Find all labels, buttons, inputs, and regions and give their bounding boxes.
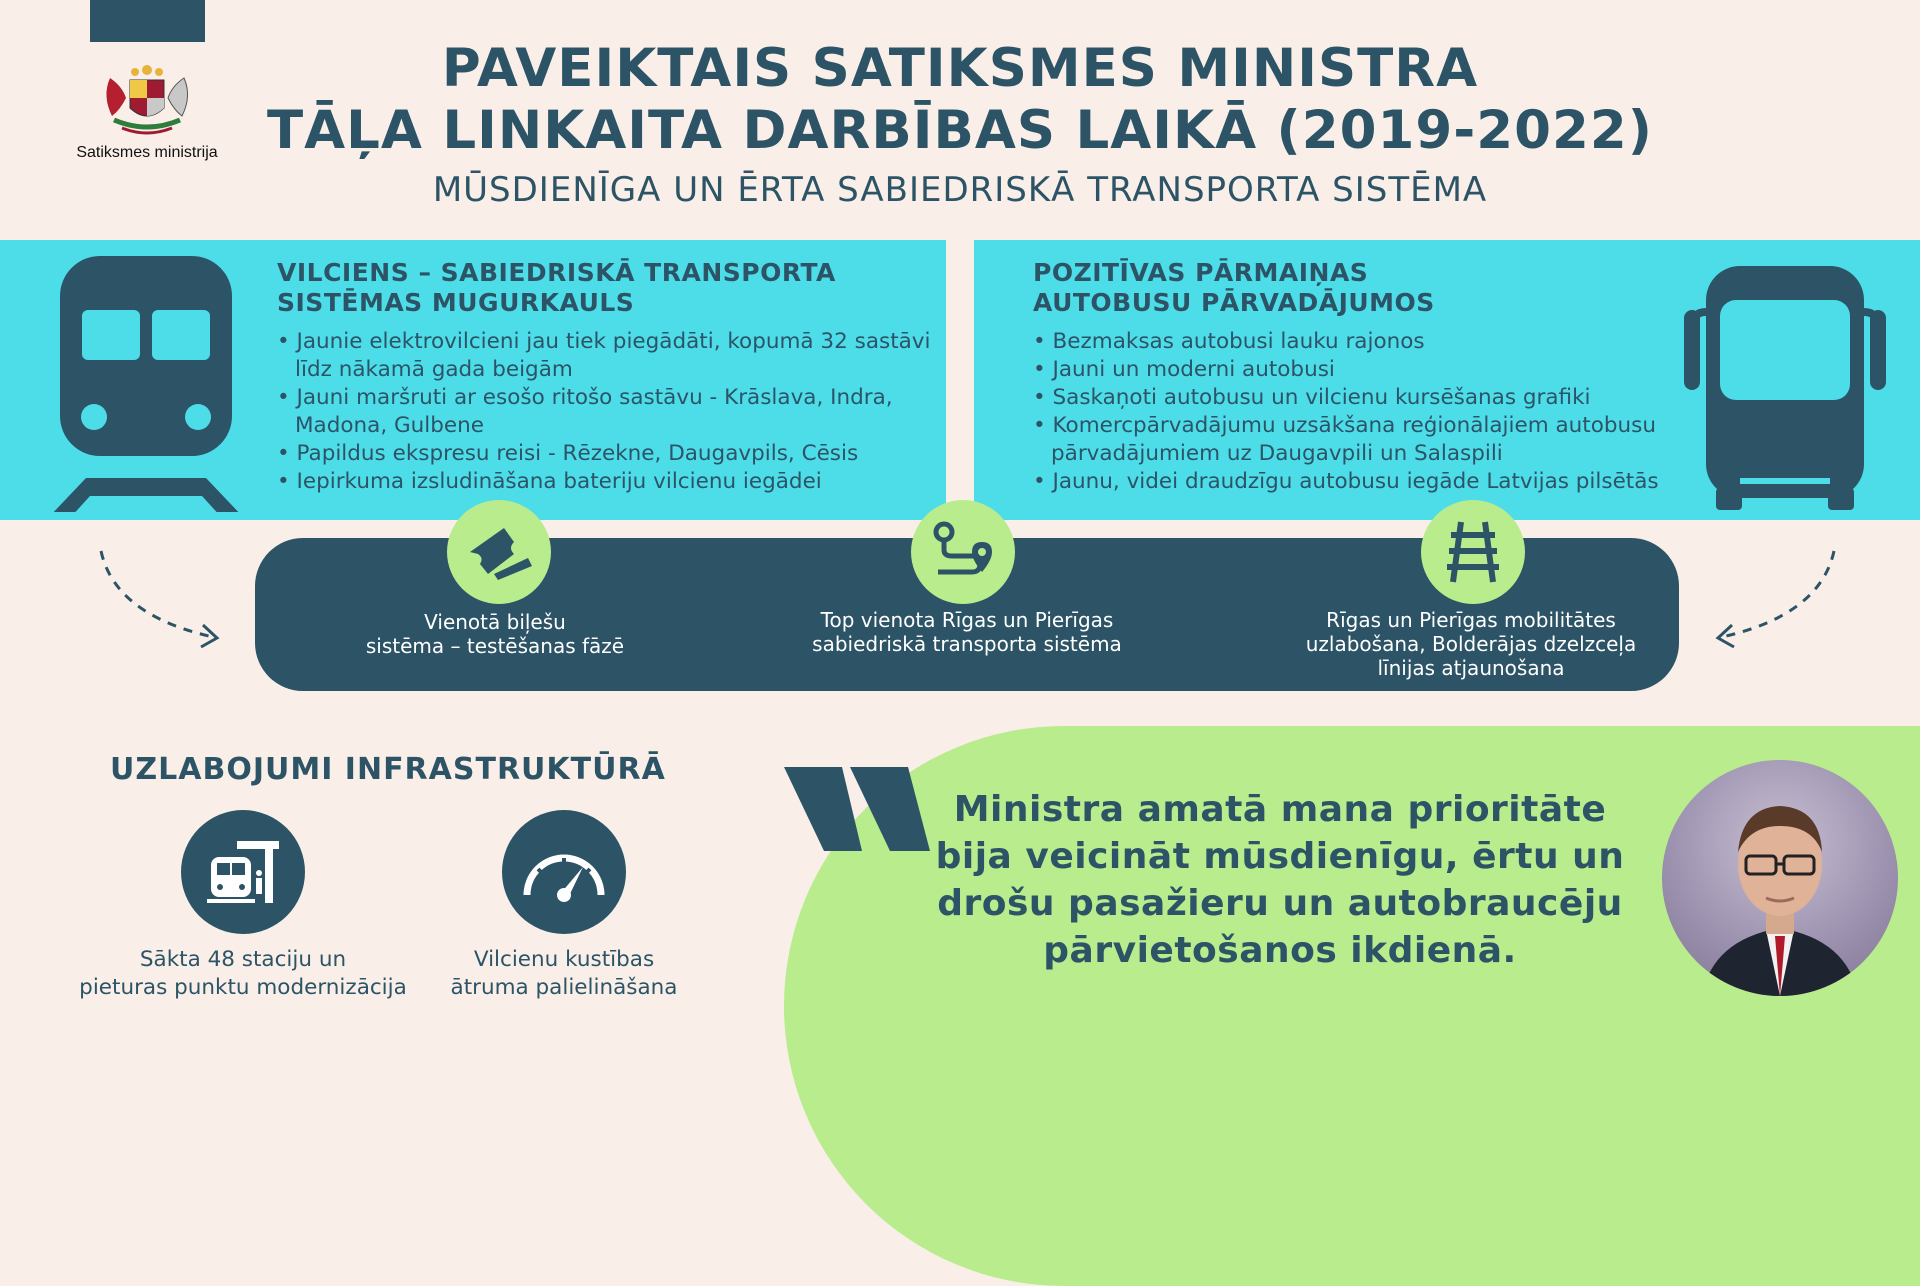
coat-of-arms-icon (92, 58, 202, 138)
list-item: • Jaunie elektrovilcieni jau tiek piegādāti, kopumā 32 sastāvi līdz nākamā gada beigām (277, 329, 931, 382)
list-item: • Saskaņoti autobusu un vilcienu kursēšanas grafiki (1033, 385, 1591, 410)
caption-line: uzlabošana, Bolderājas dzelzceļa (1305, 632, 1637, 656)
route-pin-icon (928, 520, 998, 584)
caption-line: Top vienota Rīgas un Pierīgas (820, 608, 1114, 632)
caption-line: Vilcienu kustības (473, 947, 655, 972)
caption-line: sabiedriskā transporta sistēma (812, 632, 1122, 656)
list-item: • Komercpārvadājumu uzsākšana reģionālajiem autobusu pārvadājumiem uz Daugavpili un Salaspili (1033, 413, 1656, 466)
caption-line: ātruma palielināšana (450, 975, 678, 1000)
page-title (240, 38, 1680, 162)
caption-line: Vienotā biļešu (424, 610, 566, 634)
stations-caption (78, 946, 408, 1002)
caption-line: pieturas punktu modernizācija (79, 975, 407, 1000)
speedometer-icon (519, 837, 609, 907)
ticket-icon (464, 522, 534, 582)
list-item: • Jaunu, videi draudzīgu autobusu iegāde Latvijas pilsētās (1033, 469, 1659, 494)
quote-line: pārvietošanos ikdienā. (1043, 930, 1517, 971)
infrastructure-title: UZLABOJUMI INFRASTRUKTŪRĀ (110, 752, 666, 787)
minister-quote (930, 786, 1630, 974)
train-heading-line-1: VILCIENS – SABIEDRISKĀ TRANSPORTA (277, 258, 836, 287)
bus-text (1033, 258, 1673, 496)
bus-heading-line-2: AUTOBUSU PĀRVADĀJUMOS (1033, 288, 1435, 317)
person-portrait-icon (1662, 760, 1898, 996)
page-subtitle: MŪSDIENĪGA UN ĒRTA SABIEDRISKĀ TRANSPORTA SISTĒMA (432, 170, 1488, 210)
route-circle (911, 500, 1015, 604)
train-heading (277, 258, 937, 318)
dashed-arrow-left-icon (95, 545, 235, 655)
quote-line: drošu pasažieru un autobraucēju (937, 883, 1623, 924)
list-item: • Jauni maršruti ar esošo ritošo sastāvu - Krāslava, Indra, Madona, Gulbene (277, 385, 893, 438)
ministry-caption: Satiksmes ministrija (76, 144, 218, 161)
title-line-2: TĀĻA LINKAITA DARBĪBAS LAIKĀ (2019-2022) (266, 100, 1654, 161)
list-item: • Jauni un moderni autobusi (1033, 357, 1335, 382)
railway-circle (1421, 500, 1525, 604)
ticket-system-caption (315, 610, 675, 658)
train-heading-line-2: SISTĒMAS MUGURKAULS (277, 288, 635, 317)
speed-caption (399, 946, 729, 1002)
speed-circle (502, 810, 626, 934)
top-accent-bar (90, 0, 205, 42)
list-item: • Papildus ekspresu reisi - Rēzekne, Daugavpils, Cēsis (277, 441, 859, 466)
list-item: • Bezmaksas autobusi lauku rajonos (1033, 329, 1425, 354)
caption-line: Rīgas un Pierīgas mobilitātes (1326, 608, 1616, 632)
caption-line: līnijas atjaunošana (1377, 656, 1565, 680)
quote-line: Ministra amatā mana prioritāte (953, 789, 1607, 830)
caption-line: sistēma – testēšanas fāzē (365, 634, 625, 658)
quotation-mark-icon (784, 765, 944, 855)
ticket-circle (447, 500, 551, 604)
bus-list (1033, 328, 1673, 496)
list-item: • Iepirkuma izsludināšana bateriju vilcienu iegādei (277, 469, 822, 494)
bus-icon (1680, 252, 1890, 512)
ministry-logo (72, 58, 222, 162)
train-icon (46, 252, 246, 512)
bus-heading (1033, 258, 1673, 318)
mobility-caption (1291, 608, 1651, 680)
train-section (0, 240, 946, 520)
quote-line: bija veicināt mūsdienīgu, ērtu un (935, 836, 1625, 877)
train-text (277, 258, 937, 496)
train-station-icon (203, 837, 283, 907)
riga-transport-caption (787, 608, 1147, 656)
title-line-1: PAVEIKTAIS SATIKSMES MINISTRA (441, 38, 1479, 99)
dashed-arrow-right-icon (1700, 545, 1840, 655)
railway-track-icon (1441, 520, 1505, 584)
caption-line: Sākta 48 staciju un (139, 947, 347, 972)
station-circle (181, 810, 305, 934)
minister-portrait (1662, 760, 1898, 996)
bus-heading-line-1: POZITĪVAS PĀRMAIŅAS (1033, 258, 1369, 287)
train-list (277, 328, 937, 496)
bus-section (974, 240, 1920, 520)
